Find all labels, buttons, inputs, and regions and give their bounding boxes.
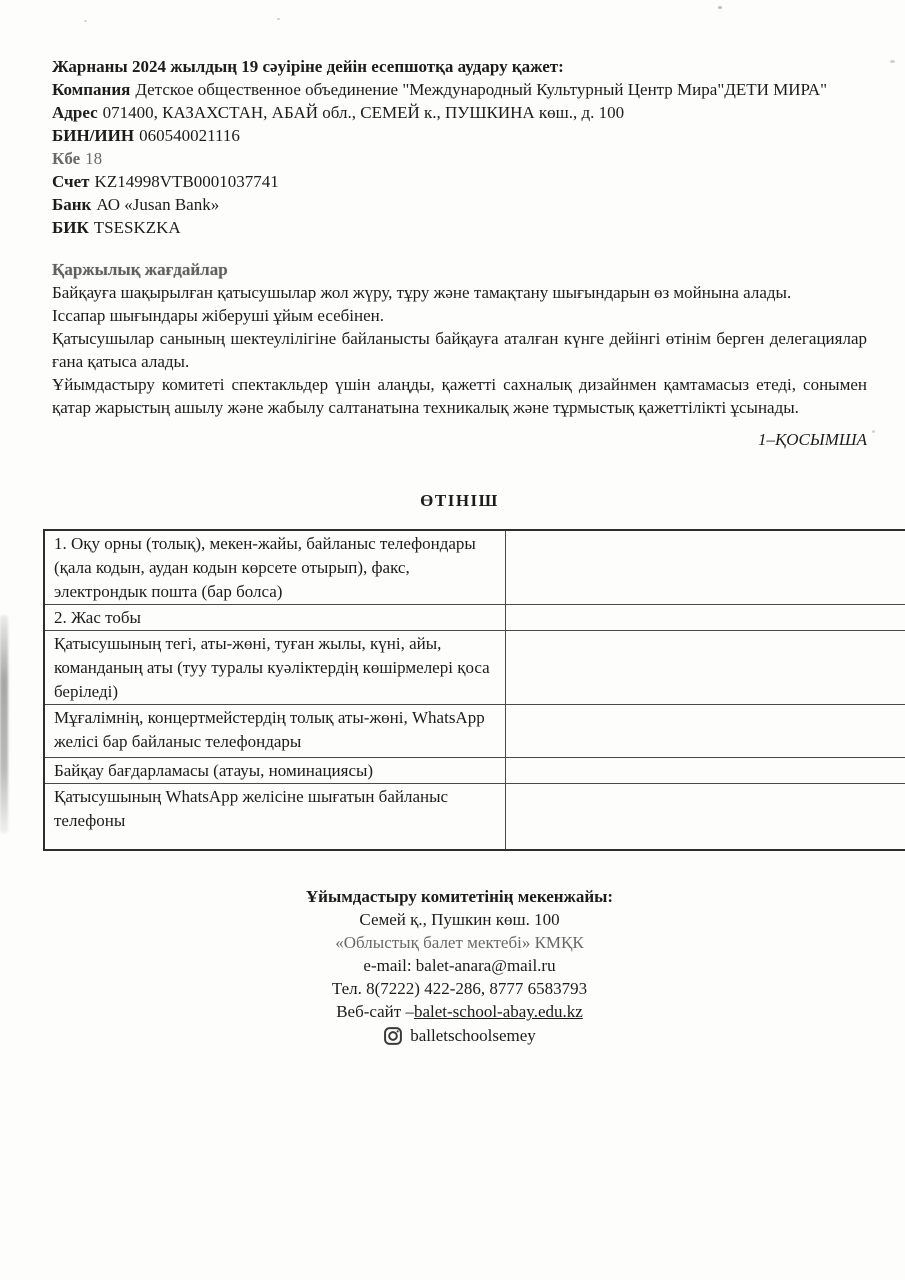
website-line: [52, 1000, 867, 1023]
requisite-line-bin: [52, 124, 867, 147]
committee-address-heading: Ұйымдастыру комитетінің мекенжайы:: [305, 887, 614, 906]
table-row: [44, 758, 905, 784]
requisite-value: KZ14998VTB0001037741: [94, 172, 279, 191]
payment-deadline-header: Жарнаны 2024 жылдың 19 сәуіріне дейін есепшотқа аудару қажет:: [52, 57, 564, 76]
question-cell: Қатысушының тегі, аты-жөні, туған жылы, күні, айы, команданың аты (туу туралы куәліктердің көшірмелері қоса беріледі): [44, 631, 506, 705]
scan-speck: [277, 18, 280, 20]
instagram-line: [52, 1024, 867, 1047]
requisite-value: 18: [85, 149, 103, 168]
requisite-label: Банк: [52, 195, 92, 214]
table-row: [44, 605, 905, 631]
question-cell: Қатысушының WhatsApp желісіне шығатын байланыс телефоны: [44, 784, 506, 851]
question-cell: 1. Оқу орны (толық), мекен-жайы, байланыс телефондары (қала кодын, аудан кодын көрсете отырып), факс, электрондык пошта (бар болса): [44, 530, 506, 605]
requisite-label: Счет: [52, 172, 90, 191]
financial-paragraph: Іссапар шығындары жіберуші ұйым есебінен.: [52, 306, 384, 325]
answer-cell: [506, 530, 905, 605]
requisite-line-account: [52, 170, 867, 193]
phone-line: Тел. 8(7222) 422-286, 8777 6583793: [331, 979, 588, 998]
financial-conditions-heading: Қаржылық жағдайлар: [52, 260, 228, 279]
requisite-line-address: [52, 101, 867, 124]
financial-paragraph: Қатысушылар санының шектеулілігіне байланысты байқауға аталған күнге дейінгі өтінім берген делегациялар ғана қатыса алады.: [52, 329, 867, 371]
requisite-value: 060540021116: [139, 126, 240, 145]
table-row: [44, 631, 905, 705]
question-cell: Мұғалімнің, концертмейстердің толық аты-жөні, WhatsApp желісі бар байланыс телефондары: [44, 705, 506, 758]
scan-speck: [84, 20, 87, 22]
requisite-line-company: [52, 78, 867, 101]
requisite-value: TSESKZKA: [93, 218, 181, 237]
table-row: [44, 784, 905, 851]
requisite-line-bik: [52, 216, 867, 239]
website-url: balet-school-abay.edu.kz: [413, 1002, 583, 1021]
application-form-table: [43, 529, 905, 851]
requisite-label: БИН/ИИН: [52, 126, 135, 145]
requisite-label: Кбе: [52, 149, 81, 168]
website-prefix: Веб-сайт –: [336, 1002, 414, 1021]
requisite-line-kbe: [52, 147, 867, 170]
requisite-label: Адрес: [52, 103, 98, 122]
answer-cell: [506, 631, 905, 705]
instagram-icon: [383, 1026, 403, 1046]
appendix-label: 1–ҚОСЫМША: [757, 430, 867, 449]
answer-cell: [506, 784, 905, 851]
question-cell: 2. Жас тобы: [44, 605, 506, 631]
requisite-label: БИК: [52, 218, 89, 237]
answer-cell: [506, 705, 905, 758]
requisite-line-bank: [52, 193, 867, 216]
scan-artifact-smudge: [0, 615, 8, 833]
organization-name-line: «Облыстық балет мектебі» КМҚК: [335, 933, 584, 952]
table-row: [44, 705, 905, 758]
financial-paragraph: Ұйымдастыру комитеті спектакльдер үшін алаңды, қажетті сахналық дизайнмен қамтамасыз етеді, сонымен қатар жарыстың ашылу және жабылу салтанатына техникалық және тұрмыстық қажеттілікті ұсынады.: [52, 375, 867, 417]
scan-speck: [890, 60, 895, 63]
instagram-handle: balletschoolsemey: [410, 1026, 536, 1045]
scan-speck: [872, 430, 875, 433]
financial-conditions-section: [52, 258, 867, 419]
email-line: e-mail: balet-anara@mail.ru: [363, 956, 556, 975]
requisite-value: 071400, КАЗАХСТАН, АБАЙ обл., СЕМЕЙ к., ПУШКИНА көш., д. 100: [102, 103, 625, 122]
application-form-title: ӨТІНІШ: [420, 491, 499, 510]
requisite-value: АО «Jusan Bank»: [96, 195, 220, 214]
committee-address-line: Семей қ., Пушкин көш. 100: [359, 910, 560, 929]
answer-cell: [506, 605, 905, 631]
question-cell: Байқау бағдарламасы (атауы, номинациясы): [44, 758, 506, 784]
scan-speck: [718, 6, 722, 9]
organizing-committee-footer: [52, 885, 867, 1047]
bank-requisites-section: [52, 55, 867, 239]
table-row: [44, 530, 905, 605]
financial-paragraph: Байқауға шақырылған қатысушылар жол жүру, тұру және тамақтану шығындарын өз мойнына алады.: [52, 283, 792, 302]
answer-cell: [506, 758, 905, 784]
requisite-label: Компания: [52, 80, 131, 99]
requisite-value: Детское общественное объединение "Международный Культурный Центр Мира"ДЕТИ МИРА": [135, 80, 828, 99]
